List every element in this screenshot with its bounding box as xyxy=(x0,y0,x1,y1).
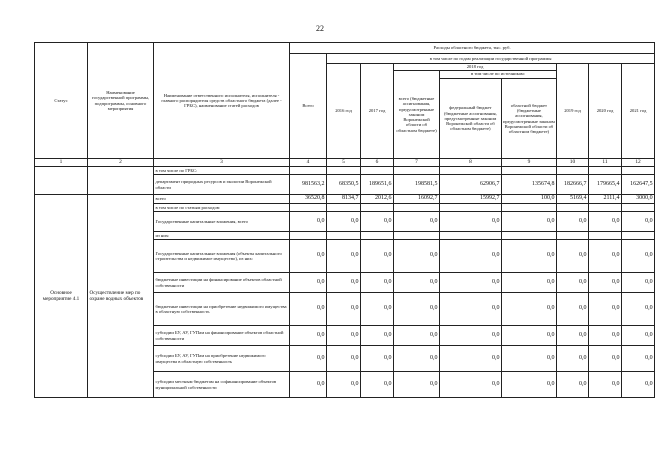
header-total: Всего xyxy=(290,54,327,159)
value-cell: 162647,5 xyxy=(622,175,655,195)
value-cell xyxy=(327,204,361,212)
value-cell: 16092,7 xyxy=(394,195,440,204)
value-cell: 0,0 xyxy=(361,372,394,398)
value-cell: 0,0 xyxy=(327,293,361,326)
value-cell: 0,0 xyxy=(394,326,440,346)
header-status: Статус xyxy=(35,43,88,159)
header-by-years: в том числе по годам реализации государственной программы xyxy=(327,54,655,64)
value-cell: 0,0 xyxy=(290,240,327,273)
value-cell: 135674,8 xyxy=(502,175,557,195)
header-2020: 2020 год xyxy=(589,64,622,159)
value-cell: 0,0 xyxy=(557,346,589,372)
value-cell: 0,0 xyxy=(394,273,440,293)
value-cell: 0,0 xyxy=(290,273,327,293)
value-cell: 0,0 xyxy=(502,273,557,293)
value-cell: 198581,5 xyxy=(394,175,440,195)
value-cell: 68350,5 xyxy=(327,175,361,195)
value-cell: 0,0 xyxy=(361,346,394,372)
value-cell: 0,0 xyxy=(589,372,622,398)
header-2019: 2019 год xyxy=(557,64,589,159)
row-label: субсидии местным бюджетам на софинансирование объектов муниципальной собственности xyxy=(154,372,290,398)
value-cell: 0,0 xyxy=(290,346,327,372)
value-cell: 5169,4 xyxy=(557,195,589,204)
value-cell xyxy=(622,232,655,240)
value-cell: 0,0 xyxy=(622,240,655,273)
value-cell xyxy=(394,204,440,212)
row-label: Государственные капитальные вложения, всего xyxy=(154,212,290,232)
col-number: 5 xyxy=(327,159,361,167)
value-cell xyxy=(502,232,557,240)
value-cell: 0,0 xyxy=(502,372,557,398)
row-label: бюджетные инвестиции на приобретение недвижимого имущества в областную собственность xyxy=(154,293,290,326)
header-total-2018: всего (бюджетные ассигнования, предусмотренные законом Воронежской области об областном бюджете) xyxy=(394,71,440,159)
grbs-row xyxy=(35,167,655,175)
value-cell: 0,0 xyxy=(502,293,557,326)
header-sources-group xyxy=(440,71,557,159)
value-cell: 0,0 xyxy=(394,346,440,372)
value-cell: 0,0 xyxy=(394,240,440,273)
budget-table xyxy=(34,42,655,398)
grbs-label: в том числе по ГРБС: xyxy=(154,167,290,175)
col-number: 6 xyxy=(361,159,394,167)
row-label: субсидии БУ, АУ, ГУПам на приобретение недвижимого имущества в областную собственность xyxy=(154,346,290,372)
col-number: 11 xyxy=(589,159,622,167)
value-cell: 0,0 xyxy=(440,240,502,273)
value-cell: 0,0 xyxy=(290,372,327,398)
value-cell xyxy=(589,232,622,240)
value-cell: 0,0 xyxy=(622,212,655,232)
value-cell: 0,0 xyxy=(622,293,655,326)
value-cell: 0,0 xyxy=(622,273,655,293)
value-cell: 0,0 xyxy=(327,240,361,273)
value-cell: 0,0 xyxy=(557,273,589,293)
header-2018: 2018 год xyxy=(394,64,557,71)
value-cell: 0,0 xyxy=(589,273,622,293)
value-cell: 0,0 xyxy=(361,293,394,326)
page-number: 22 xyxy=(316,24,324,33)
row-label: в том числе по статьям расходов: xyxy=(154,204,290,212)
row-label: Государственные капитальные вложения (объекты капитального строительства и недвижимое имущество), из них: xyxy=(154,240,290,273)
value-cell: 0,0 xyxy=(361,240,394,273)
value-cell: 0,0 xyxy=(622,326,655,346)
empty-cell xyxy=(88,167,154,195)
value-cell: 0,0 xyxy=(394,293,440,326)
value-cell: 8134,7 xyxy=(327,195,361,204)
department-label: департамент природных ресурсов и экологии Воронежской области xyxy=(154,175,290,195)
value-cell: 0,0 xyxy=(327,326,361,346)
header-responsible: Наименование ответственного исполнителя, исполнителя - главного распорядителя средств областного бюджета (далее - ГРБС), наименование статей расходов xyxy=(154,43,290,159)
header-federal: федеральный бюджет (бюджетные ассигнования, предусмотренные законом Воронежской области об областном бюджете) xyxy=(440,79,502,158)
value-cell: 0,0 xyxy=(440,326,502,346)
value-cell: 0,0 xyxy=(589,326,622,346)
value-cell: 182666,7 xyxy=(557,175,589,195)
value-cell: 0,0 xyxy=(557,293,589,326)
activity-status: Основное мероприятие 4.1 xyxy=(35,195,88,398)
header-expenses: Расходы областного бюджета, тыс. руб. xyxy=(290,43,655,54)
header-2017: 2017 год xyxy=(361,64,394,159)
col-number: 7 xyxy=(394,159,440,167)
value-cell: 0,0 xyxy=(394,372,440,398)
value-cell: 0,0 xyxy=(290,326,327,346)
value-cell xyxy=(502,204,557,212)
value-cell: 0,0 xyxy=(589,293,622,326)
value-cell: 0,0 xyxy=(557,326,589,346)
value-cell xyxy=(290,204,327,212)
activity-rows xyxy=(35,195,655,398)
value-cell: 2111,4 xyxy=(589,195,622,204)
value-cell: 0,0 xyxy=(327,273,361,293)
table-row xyxy=(35,195,655,204)
value-cell xyxy=(361,232,394,240)
col-number: 8 xyxy=(440,159,502,167)
row-label: всего xyxy=(154,195,290,204)
value-cell: 0,0 xyxy=(440,346,502,372)
value-cell: 62906,7 xyxy=(440,175,502,195)
value-cell: 0,0 xyxy=(589,346,622,372)
value-cell: 0,0 xyxy=(557,372,589,398)
value-cell: 3000,0 xyxy=(622,195,655,204)
col-number: 10 xyxy=(557,159,589,167)
col-number: 3 xyxy=(154,159,290,167)
value-cell: 0,0 xyxy=(502,240,557,273)
value-cell: 0,0 xyxy=(440,372,502,398)
value-cell xyxy=(290,232,327,240)
value-cell: 189651,6 xyxy=(361,175,394,195)
value-cell: 981563,2 xyxy=(290,175,327,195)
row-label: бюджетные инвестиции на финансирование объектов областной собственности xyxy=(154,273,290,293)
value-cell: 0,0 xyxy=(394,212,440,232)
value-cell: 100,0 xyxy=(502,195,557,204)
value-cell: 0,0 xyxy=(327,372,361,398)
value-cell: 0,0 xyxy=(440,293,502,326)
value-cell xyxy=(440,232,502,240)
value-cell: 0,0 xyxy=(327,212,361,232)
value-cell: 0,0 xyxy=(589,212,622,232)
value-cell: 0,0 xyxy=(290,293,327,326)
value-cell: 0,0 xyxy=(327,346,361,372)
value-cell: 36520,8 xyxy=(290,195,327,204)
header-sources: в том числе по источникам: xyxy=(440,71,556,79)
header-regional: областной бюджет (бюджетные ассигнования, предусмотренные законом Воронежской области об областном бюджете) xyxy=(502,102,555,134)
row-label: субсидии БУ, АУ, ГУПам на финансирование объектов областной собственности xyxy=(154,326,290,346)
column-numbers-row xyxy=(35,159,655,167)
value-cell: 0,0 xyxy=(361,212,394,232)
value-cell: 0,0 xyxy=(290,212,327,232)
value-cell xyxy=(622,204,655,212)
value-cell xyxy=(394,232,440,240)
header-2021: 2021 год xyxy=(622,64,655,159)
value-cell: 15992,7 xyxy=(440,195,502,204)
value-cell: 0,0 xyxy=(502,212,557,232)
value-cell: 0,0 xyxy=(361,326,394,346)
value-cell: 0,0 xyxy=(622,346,655,372)
value-cell xyxy=(589,204,622,212)
value-cell xyxy=(327,232,361,240)
value-cell: 0,0 xyxy=(502,346,557,372)
value-cell xyxy=(557,232,589,240)
value-cell: 0,0 xyxy=(440,212,502,232)
value-cell: 0,0 xyxy=(589,240,622,273)
col-number: 12 xyxy=(622,159,655,167)
value-cell: 0,0 xyxy=(361,273,394,293)
header-2016: 2016 год xyxy=(327,64,361,159)
value-cell: 0,0 xyxy=(557,212,589,232)
value-cell: 0,0 xyxy=(502,326,557,346)
header-program-name: Наименование государственной программы, подпрограммы, основного мероприятия xyxy=(88,43,154,159)
value-cell: 179665,4 xyxy=(589,175,622,195)
value-cell xyxy=(361,204,394,212)
col-number: 1 xyxy=(35,159,88,167)
activity-name: Осуществление мер по охране водных объектов xyxy=(88,195,154,398)
value-cell xyxy=(557,204,589,212)
col-number: 9 xyxy=(502,159,557,167)
empty-cell xyxy=(35,167,88,195)
value-cell: 2012,6 xyxy=(361,195,394,204)
col-number: 2 xyxy=(88,159,154,167)
value-cell: 0,0 xyxy=(557,240,589,273)
value-cell xyxy=(440,204,502,212)
value-cell: 0,0 xyxy=(622,372,655,398)
value-cell: 0,0 xyxy=(440,273,502,293)
row-label: из них: xyxy=(154,232,290,240)
col-number: 4 xyxy=(290,159,327,167)
